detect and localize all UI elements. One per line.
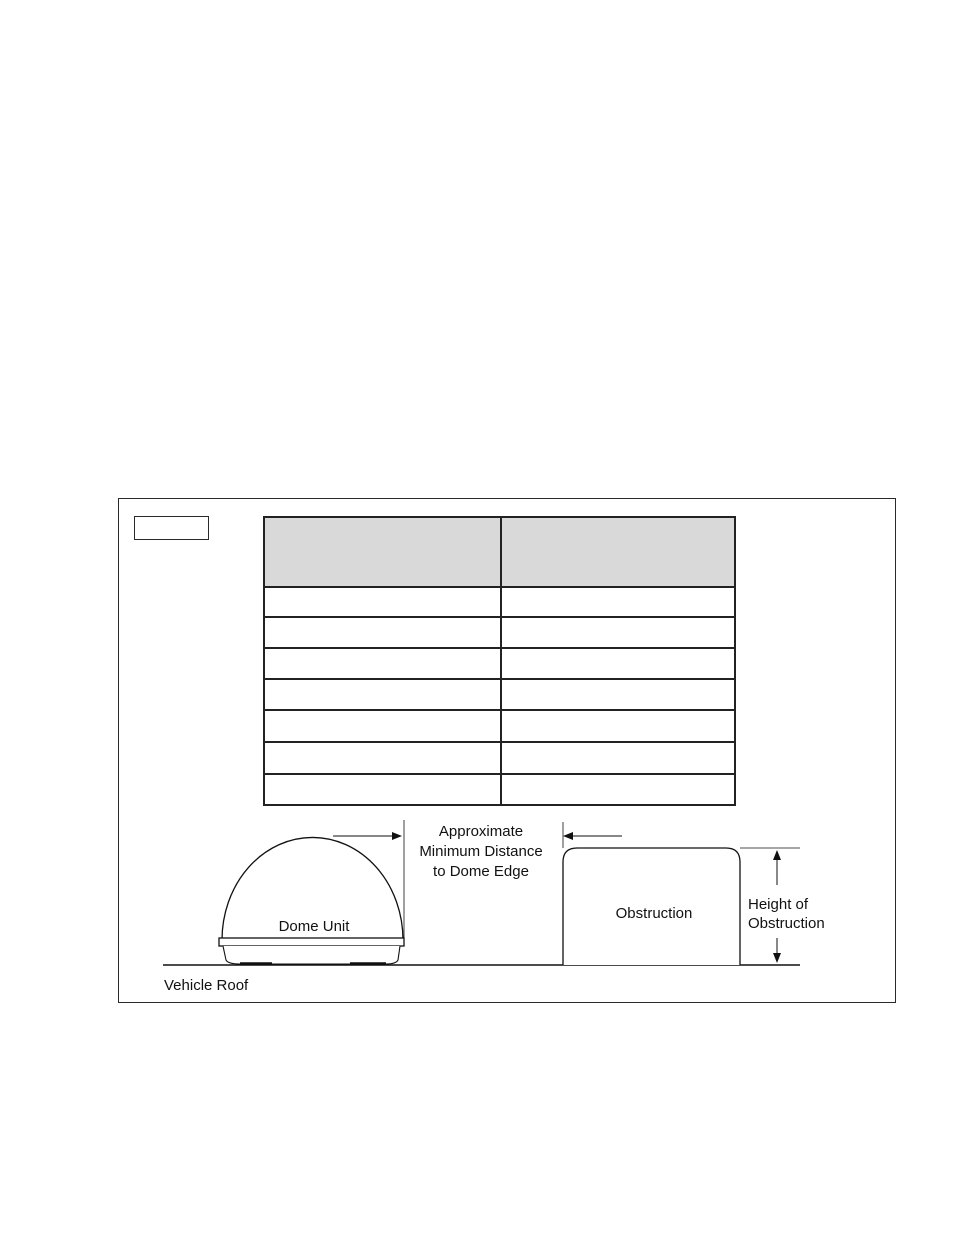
dome-unit-shape bbox=[219, 837, 404, 964]
distance-label-line3: to Dome Edge bbox=[433, 863, 529, 880]
vehicle-roof-label: Vehicle Roof bbox=[164, 977, 249, 994]
height-label-line1: Height of bbox=[748, 896, 809, 913]
dome-unit-label: Dome Unit bbox=[278, 918, 350, 935]
obstruction-label: Obstruction bbox=[615, 905, 693, 922]
distance-label-line1: Approximate bbox=[438, 823, 524, 840]
distance-label-line2: Minimum Distance bbox=[419, 843, 543, 860]
height-label-line2: Obstruction bbox=[748, 915, 825, 932]
